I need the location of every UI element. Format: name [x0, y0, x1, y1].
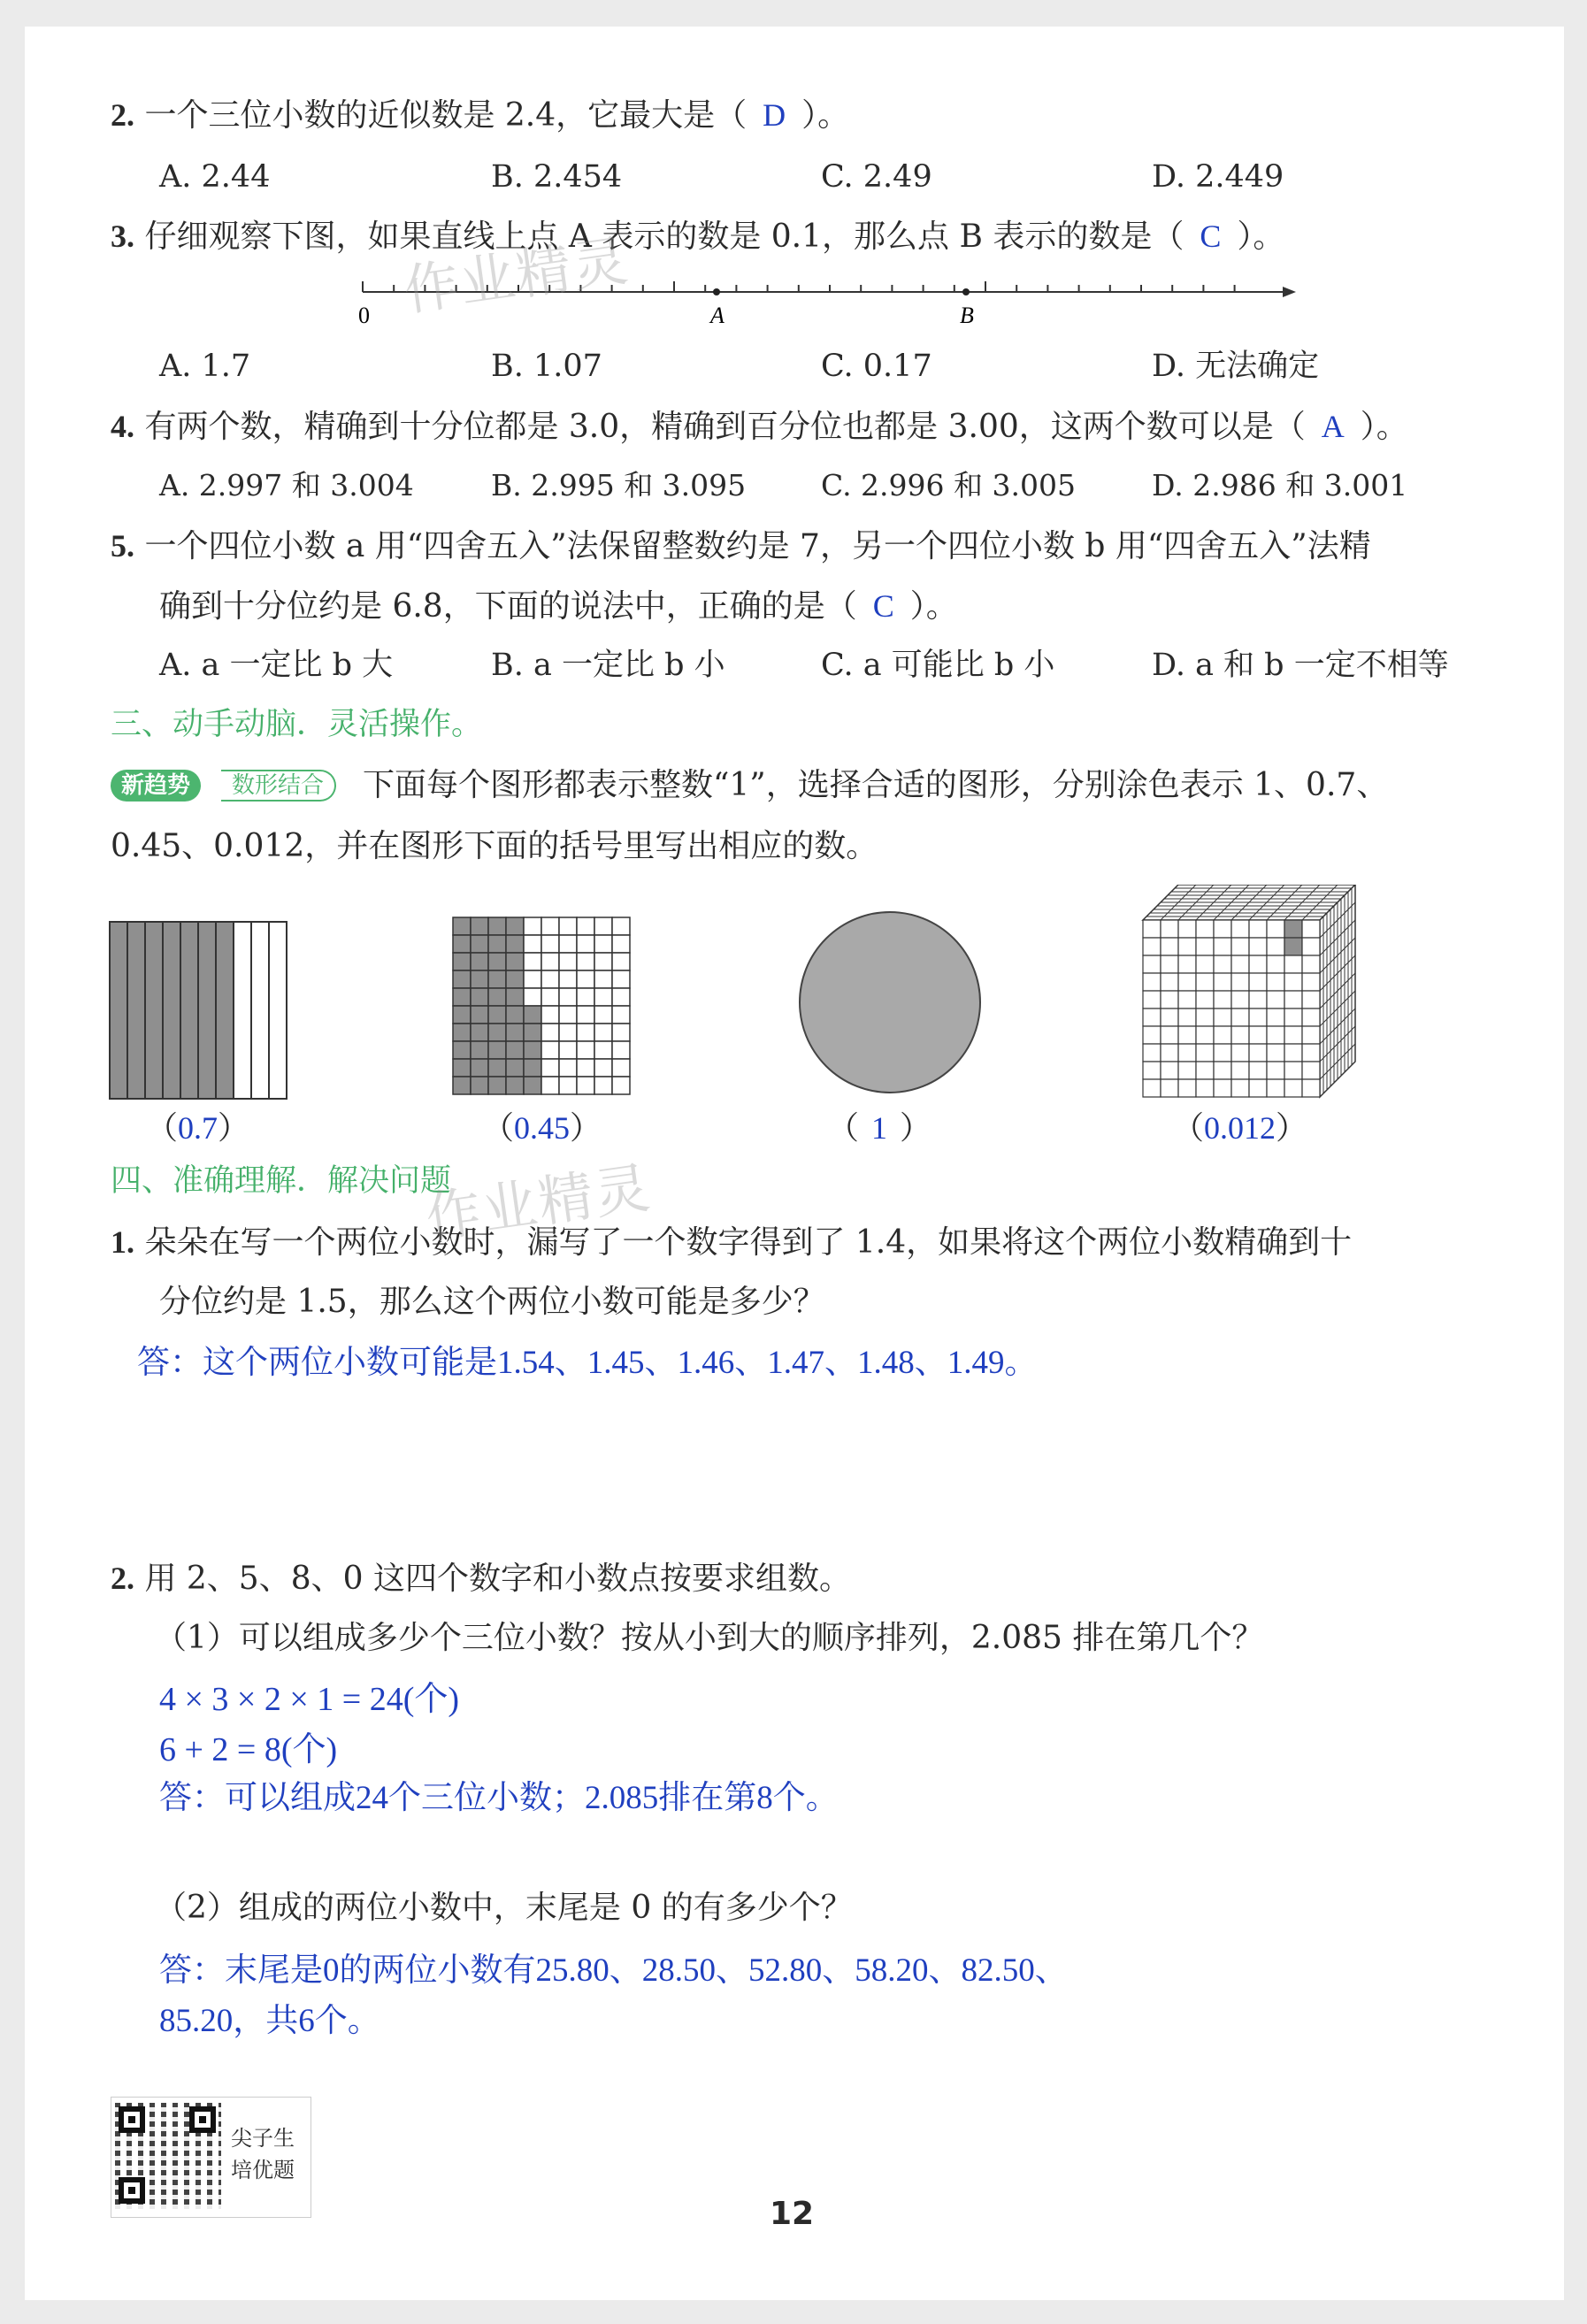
- section-3-title: 三、动手动脑．灵活操作。: [111, 707, 483, 742]
- cube-cell: [1231, 938, 1249, 955]
- cube-cell: [1249, 920, 1267, 938]
- grid-cell: [559, 1024, 577, 1041]
- qr-label-2: 培优题: [231, 2158, 295, 2182]
- cube-cell: [1178, 920, 1196, 938]
- cube-cell: [1249, 1044, 1267, 1062]
- cube-cell: [1302, 920, 1320, 938]
- shaded-cell: [453, 935, 471, 953]
- shaded-cell: [506, 935, 524, 953]
- cube-cell: [1231, 1026, 1249, 1044]
- grid-cell: [577, 988, 594, 1006]
- cube-cell: [1302, 1062, 1320, 1079]
- shaded-cell: [471, 953, 488, 970]
- caption-4: （0.012）: [1172, 1110, 1308, 1147]
- qr-code-box[interactable]: [111, 2097, 311, 2218]
- cube-cell: [1231, 920, 1249, 938]
- shaded-cell: [453, 1024, 471, 1041]
- number-line-label-b: B: [960, 303, 974, 328]
- shaded-cell: [524, 1041, 541, 1059]
- grid-cell: [594, 1059, 612, 1077]
- question-4-answer: A: [1321, 409, 1345, 444]
- shaded-cell: [488, 1041, 506, 1059]
- question-5-answer: C: [872, 588, 894, 624]
- cube-cell: [1214, 1026, 1231, 1044]
- section-4-q1-answer: 答：这个两位小数可能是1.54、1.45、1.46、1.47、1.48、1.49。: [137, 1345, 1038, 1381]
- shaded-cell: [471, 917, 488, 935]
- section-4-title: 四、准确理解．解决问题: [111, 1163, 452, 1199]
- grid-cell: [612, 935, 630, 953]
- grid-cell: [524, 970, 541, 988]
- cube-cell: [1231, 955, 1249, 973]
- cube-cell: [1178, 938, 1196, 955]
- cube-cell: [1231, 991, 1249, 1009]
- shaded-cell: [471, 1077, 488, 1094]
- cube-cell: [1178, 1026, 1196, 1044]
- calc-line-2: 6 + 2 = 8(个): [159, 1731, 338, 1768]
- grid-cell: [577, 935, 594, 953]
- grid-cell: [612, 917, 630, 935]
- shaded-cell: [506, 1077, 524, 1094]
- number-line-label-a: A: [710, 303, 724, 328]
- grid-cell: [524, 988, 541, 1006]
- cube-cell: [1196, 938, 1214, 955]
- grid-cell: [577, 953, 594, 970]
- cube-cell: [1143, 991, 1161, 1009]
- question-2-stem: 一个三位小数的近似数是 2.4，它最大是（: [144, 97, 748, 134]
- question-4: 4. 有两个数，精确到十分位都是 3.0，精确到百分位也都是 3.00，这两个数可以是（ A ）。: [111, 409, 1408, 445]
- question-5-line2: 确到十分位约是 6.8，下面的说法中，正确的是（ C ）。: [159, 588, 958, 625]
- grid-cell: [577, 970, 594, 988]
- shaded-cell: [453, 1059, 471, 1077]
- shaded-strip: [145, 922, 163, 1099]
- shaded-cell: [506, 1059, 524, 1077]
- grid-cell: [541, 917, 559, 935]
- shaded-cell: [506, 988, 524, 1006]
- q4-option-d: D. 2.986 和 3.001: [1152, 468, 1408, 502]
- section-4-q1-line1: 1. 朵朵在写一个两位小数时，漏写了一个数字得到了 1.4，如果将这个两位小数精确到十: [111, 1224, 1353, 1261]
- cube-cell: [1178, 1079, 1196, 1097]
- cube-cell: [1231, 1062, 1249, 1079]
- cube-cell: [1196, 1009, 1214, 1026]
- question-2: 2. 一个三位小数的近似数是 2.4，它最大是（ D ）。: [111, 97, 850, 134]
- circle-figure: [796, 909, 984, 1096]
- caption-3: （ 1 ）: [827, 1110, 932, 1147]
- cube-cell: [1214, 991, 1231, 1009]
- cube-cell: [1196, 1044, 1214, 1062]
- cube-cell: [1178, 973, 1196, 991]
- section-3-line1: 下面每个图形都表示整数“1”，选择合适的图形，分别涂色表示 1、0.7、: [363, 767, 1389, 803]
- grid-cell: [559, 970, 577, 988]
- q2-option-d: D. 2.449: [1152, 159, 1284, 195]
- shaded-cell: [471, 1006, 488, 1024]
- number-line-label-0: 0: [358, 303, 370, 328]
- qr-finder-icon: [119, 2106, 145, 2133]
- caption-2-value: 0.45: [514, 1110, 571, 1146]
- cube-cell: [1214, 1079, 1231, 1097]
- cube-cell: [1267, 1044, 1284, 1062]
- caption-4-value: 0.012: [1204, 1110, 1276, 1146]
- cube-cell: [1161, 1062, 1178, 1079]
- grid-cell: [541, 1077, 559, 1094]
- cube-cell: [1143, 938, 1161, 955]
- shaded-cell: [524, 1059, 541, 1077]
- shaded-strip: [180, 922, 198, 1099]
- cube-cell: [1178, 1009, 1196, 1026]
- shaded-cube-cell: [1284, 938, 1302, 955]
- cube-cell: [1196, 1026, 1214, 1044]
- grid-cell: [541, 1006, 559, 1024]
- cube-cell: [1267, 955, 1284, 973]
- shaded-cell: [524, 1077, 541, 1094]
- caption-1-value: 0.7: [178, 1110, 218, 1146]
- cube-cell: [1196, 955, 1214, 973]
- grid-cell: [612, 1059, 630, 1077]
- cube-cell: [1196, 1079, 1214, 1097]
- shaded-strip: [163, 922, 180, 1099]
- q2-option-a: A. 2.44: [159, 159, 271, 195]
- question-3-answer: C: [1200, 219, 1222, 254]
- q5-option-d: D. a 和 b 一定不相等: [1152, 648, 1449, 683]
- grid-cell: [541, 1024, 559, 1041]
- shaded-cube-cell: [1284, 920, 1302, 938]
- cube-cell: [1143, 1044, 1161, 1062]
- shaded-cell: [488, 953, 506, 970]
- point-b: [962, 288, 970, 295]
- grid-cell: [559, 953, 577, 970]
- cube-cell: [1143, 955, 1161, 973]
- grid-cell: [559, 917, 577, 935]
- cube-cell: [1302, 1009, 1320, 1026]
- grid-cell: [524, 917, 541, 935]
- blank-strip: [269, 922, 287, 1099]
- shaded-cell: [471, 1041, 488, 1059]
- shaded-cell: [453, 1077, 471, 1094]
- qr-label-1: 尖子生: [231, 2126, 295, 2151]
- cube-cell: [1214, 1009, 1231, 1026]
- cube-cell: [1284, 1044, 1302, 1062]
- grid-cell: [594, 1006, 612, 1024]
- shaded-cell: [524, 1024, 541, 1041]
- caption-1: （0.7）: [146, 1110, 250, 1147]
- grid-cell: [594, 953, 612, 970]
- section-4-q1-line2: 分位约是 1.5，那么这个两位小数可能是多少？: [159, 1284, 825, 1320]
- qr-finder-icon: [189, 2106, 216, 2133]
- cube-cell: [1143, 920, 1161, 938]
- question-4-stem: 有两个数，精确到十分位都是 3.0，精确到百分位也都是 3.00，这两个数可以是（: [144, 409, 1306, 445]
- cube-cell: [1214, 920, 1231, 938]
- cube-cell: [1267, 1062, 1284, 1079]
- cube-cell: [1267, 973, 1284, 991]
- cube-cell: [1143, 1026, 1161, 1044]
- cube-cell: [1196, 1062, 1214, 1079]
- grid-cell: [577, 1006, 594, 1024]
- grid-cell: [524, 935, 541, 953]
- cube-cell: [1178, 1062, 1196, 1079]
- grid-cell: [594, 1077, 612, 1094]
- grid-cell: [577, 917, 594, 935]
- cube-cell: [1231, 973, 1249, 991]
- section-4-q2-stem: 2. 用 2、5、8、0 这四个数字和小数点按要求组数。: [111, 1561, 851, 1597]
- cube-cell: [1249, 938, 1267, 955]
- watermark: 作业精灵: [399, 227, 633, 324]
- cube-cell: [1161, 1026, 1178, 1044]
- grid-cell: [541, 1041, 559, 1059]
- cube-cell: [1196, 973, 1214, 991]
- cube-cell: [1161, 973, 1178, 991]
- cube-cell: [1161, 938, 1178, 955]
- cube-cell: [1267, 1009, 1284, 1026]
- grid-cell: [577, 1024, 594, 1041]
- cube-figure: [1141, 885, 1371, 1101]
- section-4-q2-answer-2-line1: 答：末尾是0的两位小数有25.80、28.50、52.80、58.20、82.50、: [159, 1952, 1068, 1989]
- question-3-stem: 仔细观察下图，如果直线上点 A 表示的数是 0.1，那么点 B 表示的数是（: [144, 219, 1184, 255]
- cube-cell: [1249, 991, 1267, 1009]
- cube-cell: [1143, 1079, 1161, 1097]
- cube-cell: [1284, 973, 1302, 991]
- hundred-grid-figure: [451, 916, 632, 1100]
- cube-cell: [1284, 1062, 1302, 1079]
- cube-cell: [1249, 1009, 1267, 1026]
- shaded-cell: [453, 1006, 471, 1024]
- grid-cell: [559, 1059, 577, 1077]
- cube-cell: [1161, 1079, 1178, 1097]
- shaded-cell: [453, 988, 471, 1006]
- blank-strip: [251, 922, 269, 1099]
- cube-cell: [1178, 1044, 1196, 1062]
- shaded-cell: [471, 1059, 488, 1077]
- calc-line-1: 4 × 3 × 2 × 1 = 24(个): [159, 1681, 460, 1718]
- shaded-cell: [506, 953, 524, 970]
- question-5: 5. 一个四位小数 a 用“四舍五入”法保留整数约是 7，另一个四位小数 b 用“四舍五入”法精: [111, 528, 1371, 564]
- shaded-cell: [488, 935, 506, 953]
- section-4-q2-sub1: （1）可以组成多少个三位小数？按从小到大的顺序排列，2.085 排在第几个？: [155, 1620, 1264, 1656]
- grid-cell: [541, 1059, 559, 1077]
- q3-option-b: B. 1.07: [491, 349, 602, 384]
- cube-cell: [1249, 955, 1267, 973]
- grid-cell: [559, 988, 577, 1006]
- grid-cell: [577, 1077, 594, 1094]
- shaded-strip: [216, 922, 234, 1099]
- shaded-cell: [488, 1059, 506, 1077]
- cube-cell: [1284, 1079, 1302, 1097]
- cube-cell: [1231, 1009, 1249, 1026]
- qr-finder-icon: [119, 2177, 145, 2204]
- q4-option-c: C. 2.996 和 3.005: [821, 468, 1076, 502]
- cube-cell: [1284, 1009, 1302, 1026]
- cube-cell: [1231, 1079, 1249, 1097]
- grid-cell: [594, 970, 612, 988]
- grid-cell: [541, 970, 559, 988]
- cube-cell: [1302, 1026, 1320, 1044]
- page-number: 12: [770, 2196, 815, 2232]
- shaded-cell: [488, 917, 506, 935]
- q2-option-b: B. 2.454: [491, 159, 623, 195]
- section-4-q2-answer-2-line2: 85.20，共6个。: [159, 2003, 380, 2039]
- grid-cell: [524, 953, 541, 970]
- shaded-cell: [506, 1041, 524, 1059]
- caption-2: （0.45）: [482, 1110, 602, 1147]
- cube-cell: [1231, 1044, 1249, 1062]
- cube-cell: [1302, 955, 1320, 973]
- grid-cell: [541, 988, 559, 1006]
- shaded-cell: [453, 970, 471, 988]
- grid-cell: [612, 953, 630, 970]
- cube-cell: [1196, 920, 1214, 938]
- grid-cell: [612, 1006, 630, 1024]
- grid-cell: [612, 970, 630, 988]
- section-4-q2-sub2: （2）组成的两位小数中，末尾是 0 的有多少个？: [155, 1890, 853, 1926]
- section-3-line2: 0.45、0.012，并在图形下面的括号里写出相应的数。: [111, 828, 878, 864]
- shaded-circle: [800, 912, 980, 1093]
- grid-cell: [594, 988, 612, 1006]
- grid-cell: [559, 1041, 577, 1059]
- cube-cell: [1284, 955, 1302, 973]
- grid-cell: [541, 953, 559, 970]
- cube-cell: [1249, 1026, 1267, 1044]
- cube-cell: [1302, 1079, 1320, 1097]
- shaded-cell: [506, 970, 524, 988]
- grid-cell: [577, 1041, 594, 1059]
- grid-cell: [612, 988, 630, 1006]
- caption-3-value: 1: [871, 1110, 888, 1146]
- q2-option-c: C. 2.49: [821, 159, 932, 195]
- strip-figure: [108, 920, 294, 1101]
- cube-cell: [1302, 991, 1320, 1009]
- q3-option-a: A. 1.7: [159, 349, 251, 384]
- cube-cell: [1196, 991, 1214, 1009]
- cube-cell: [1302, 973, 1320, 991]
- cube-cell: [1249, 1079, 1267, 1097]
- watermark: 作业精灵: [421, 1154, 656, 1251]
- shaded-cell: [488, 970, 506, 988]
- q4-option-a: A. 2.997 和 3.004: [159, 468, 414, 502]
- shaded-strip: [198, 922, 216, 1099]
- grid-cell: [594, 1024, 612, 1041]
- q5-option-b: B. a 一定比 b 小: [491, 648, 725, 683]
- shaded-cell: [488, 1006, 506, 1024]
- grid-cell: [559, 1006, 577, 1024]
- shaded-cell: [453, 1041, 471, 1059]
- cube-cell: [1161, 1009, 1178, 1026]
- cube-cell: [1214, 1044, 1231, 1062]
- q5-option-a: A. a 一定比 b 大: [159, 648, 394, 683]
- q4-option-b: B. 2.995 和 3.095: [491, 468, 747, 502]
- shaded-cell: [471, 988, 488, 1006]
- cube-cell: [1267, 938, 1284, 955]
- cube-cell: [1214, 1062, 1231, 1079]
- cube-cell: [1178, 955, 1196, 973]
- cube-cell: [1214, 955, 1231, 973]
- question-5-stem-line1: 一个四位小数 a 用“四舍五入”法保留整数约是 7，另一个四位小数 b 用“四舍五入”法精: [144, 528, 1371, 564]
- shaded-cell: [488, 1077, 506, 1094]
- cube-cell: [1284, 1026, 1302, 1044]
- point-a: [713, 288, 720, 295]
- grid-cell: [541, 935, 559, 953]
- cube-cell: [1214, 938, 1231, 955]
- shaded-cell: [471, 970, 488, 988]
- shaded-cell: [488, 1024, 506, 1041]
- shaded-cell: [453, 953, 471, 970]
- grid-cell: [594, 935, 612, 953]
- cube-cell: [1143, 973, 1161, 991]
- shaded-cell: [506, 1024, 524, 1041]
- cube-cell: [1161, 991, 1178, 1009]
- cube-cell: [1143, 1009, 1161, 1026]
- cube-cell: [1161, 1044, 1178, 1062]
- shaded-strip: [110, 922, 127, 1099]
- cube-cell: [1161, 955, 1178, 973]
- cube-cell: [1284, 991, 1302, 1009]
- grid-cell: [577, 1059, 594, 1077]
- grid-cell: [559, 1077, 577, 1094]
- shaded-cell: [453, 917, 471, 935]
- grid-cell: [612, 1077, 630, 1094]
- shaded-cell: [506, 917, 524, 935]
- grid-cell: [612, 1024, 630, 1041]
- cube-cell: [1161, 920, 1178, 938]
- cube-cell: [1267, 991, 1284, 1009]
- cube-cell: [1302, 938, 1320, 955]
- question-3: 3. 仔细观察下图，如果直线上点 A 表示的数是 0.1，那么点 B 表示的数是（ C ）。: [111, 219, 1285, 255]
- new-trend-badge: 新趋势: [111, 770, 201, 802]
- section-4-q2-answer-1: 答：可以组成24个三位小数；2.085排在第8个。: [159, 1780, 839, 1816]
- cube-cell: [1143, 1062, 1161, 1079]
- grid-cell: [612, 1041, 630, 1059]
- blank-strip: [234, 922, 251, 1099]
- cube-cell: [1267, 920, 1284, 938]
- cube-cell: [1267, 1079, 1284, 1097]
- cube-cell: [1249, 1062, 1267, 1079]
- shaded-strip: [127, 922, 145, 1099]
- topic-tag: 数形结合: [221, 770, 336, 802]
- cube-cell: [1302, 1044, 1320, 1062]
- grid-cell: [594, 1041, 612, 1059]
- grid-cell: [559, 935, 577, 953]
- shaded-cell: [471, 1024, 488, 1041]
- q3-option-d: D. 无法确定: [1152, 349, 1320, 384]
- shaded-cell: [524, 1006, 541, 1024]
- q5-option-c: C. a 可能比 b 小: [821, 648, 1055, 683]
- cube-cell: [1249, 973, 1267, 991]
- shaded-cell: [471, 935, 488, 953]
- question-2-answer: D: [763, 97, 786, 133]
- cube-cell: [1178, 991, 1196, 1009]
- shaded-cell: [506, 1006, 524, 1024]
- q3-option-c: C. 0.17: [821, 349, 932, 384]
- cube-cell: [1267, 1026, 1284, 1044]
- cube-cell: [1214, 973, 1231, 991]
- number-line-arrow: [1283, 287, 1296, 297]
- shaded-cell: [488, 988, 506, 1006]
- grid-cell: [594, 917, 612, 935]
